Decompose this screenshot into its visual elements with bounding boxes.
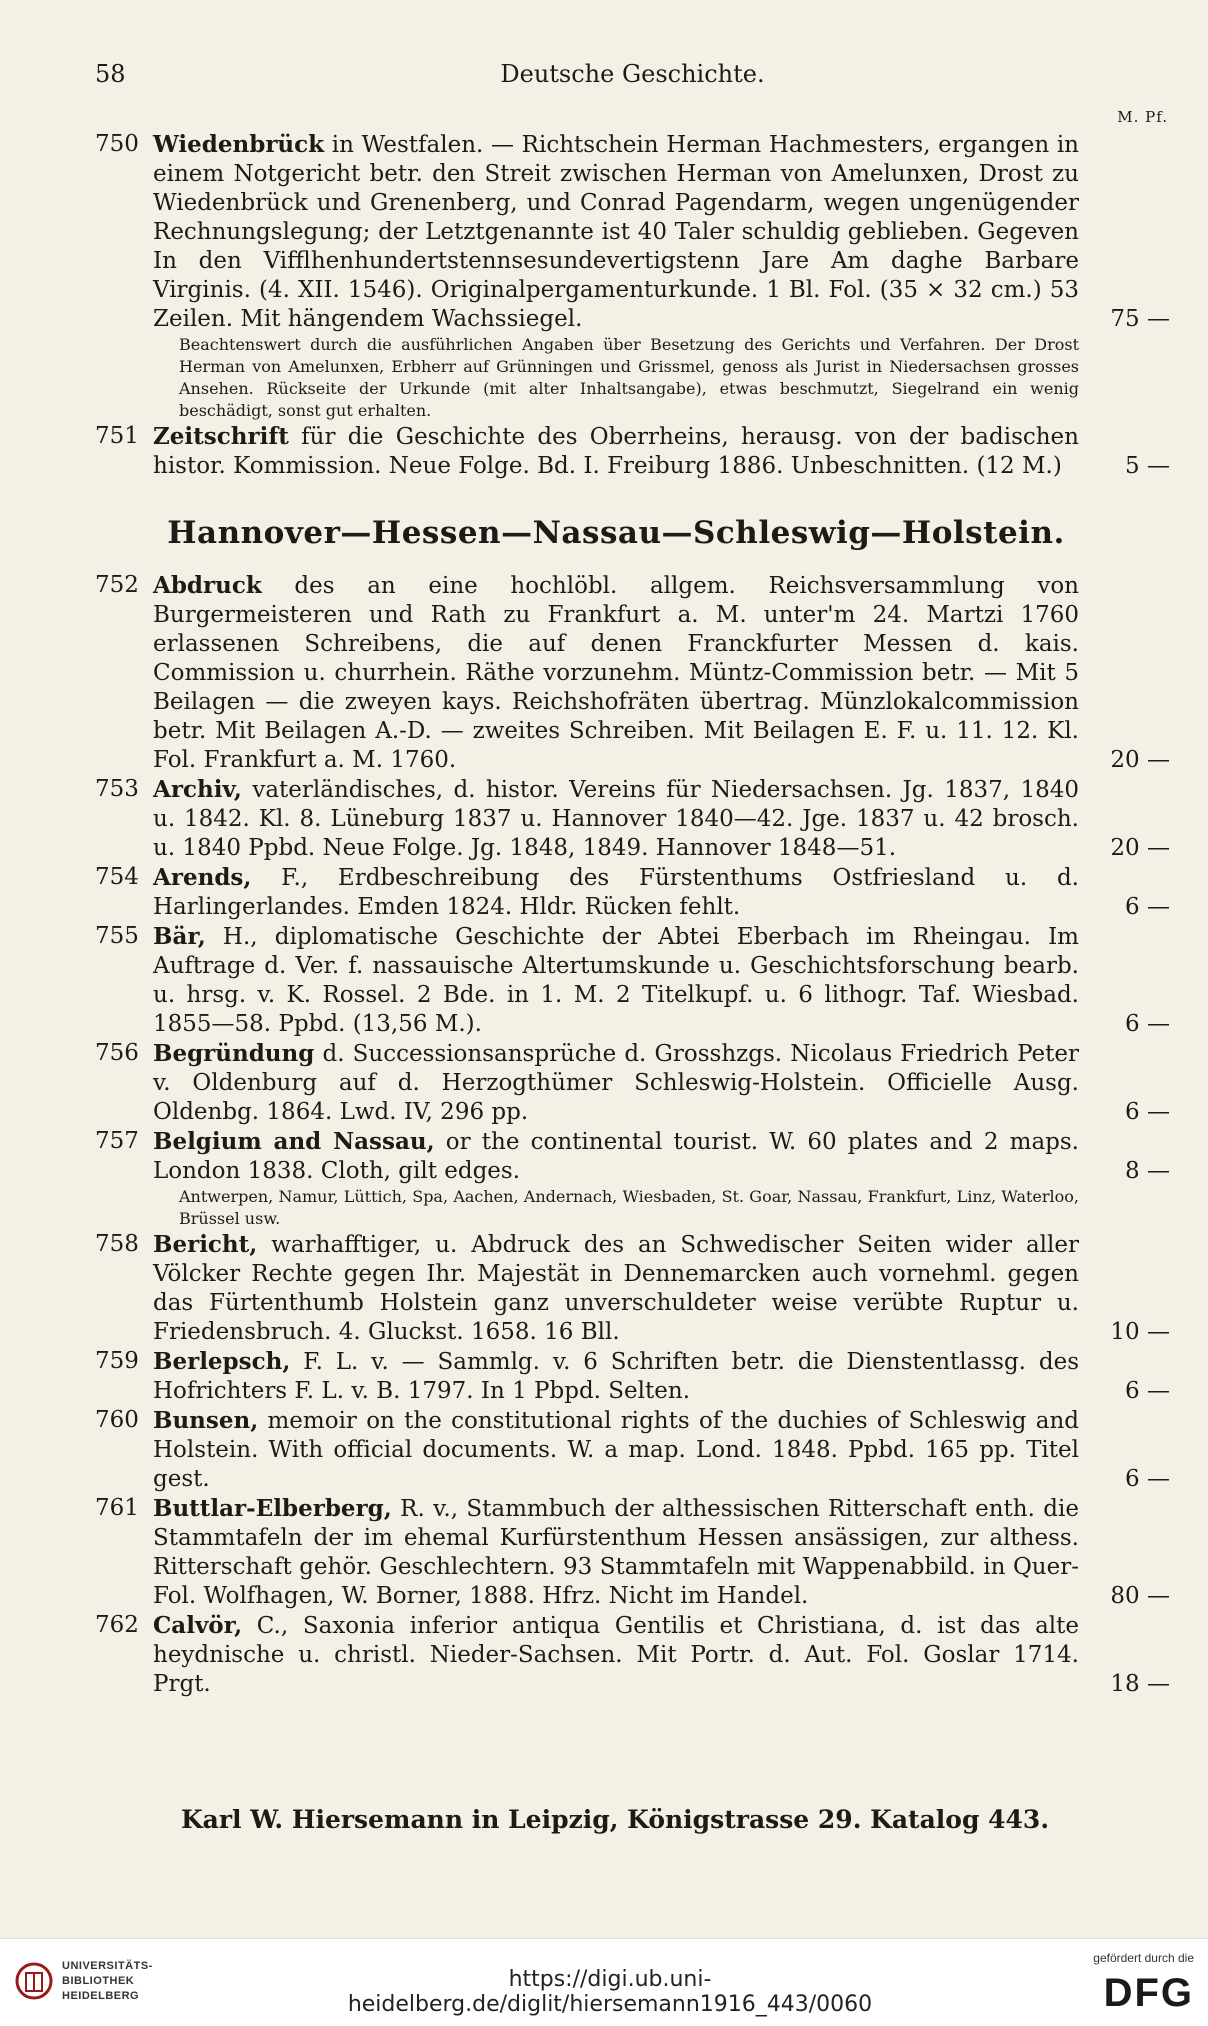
catalog-entry: [95, 1406, 1170, 1494]
entry-price: 6 —: [1125, 1378, 1170, 1404]
university-seal-icon: [14, 1961, 54, 2005]
entry-price: 80 —: [1110, 1583, 1170, 1609]
catalog-entry: [95, 1230, 1170, 1347]
entry-number: 757: [95, 1128, 139, 1154]
entry-text: F., Erdbeschreibung des Fürstenthums Ostfriesland u. d. Harlingerlandes. Emden 1824. Hldr. Rücken fehlt.: [153, 865, 1079, 920]
entry-price: 6 —: [1125, 1099, 1170, 1125]
catalog-entry: [95, 422, 1170, 481]
catalog-entry: [95, 1127, 1170, 1230]
entry-keyword: Bunsen,: [153, 1407, 259, 1434]
entry-text: des an eine hochlöbl. allgem. Reichsversammlung von Burgermeisteren und Rath zu Frankfurt a. M. unter'm 24. Martzi 1760 erlassenen Schreibens, die auf denen Franckfurter Messen d. kais. Commission u. churrhein. Räthe vorzunehm. Müntz-Commission betr. — Mit 5 Beilagen — die zweyen kays. Reichshofräten übertrag. Münzlokalcommission betr. Mit Beilagen A.-D. — zweites Schreiben. Mit Beilagen E. F. u. 11. 12. Kl. Fol. Frankfurt a. M. 1760.: [153, 573, 1079, 773]
entry-number: 760: [95, 1407, 139, 1433]
entry-keyword: Bär,: [153, 923, 206, 950]
entry-note: Antwerpen, Namur, Lüttich, Spa, Aachen, Andernach, Wiesbaden, St. Goar, Nassau, Frankfurt, Linz, Waterloo, Brüssel usw.: [179, 1187, 1079, 1228]
entry-body: [153, 1494, 1079, 1611]
library-name-line1: UNIVERSITÄTS-: [62, 1960, 153, 1972]
catalog-entry: [95, 1039, 1170, 1127]
library-name-line2: BIBLIOTHEK: [62, 1975, 135, 1987]
entry-body: [153, 863, 1079, 922]
catalog-entry: [95, 922, 1170, 1039]
entry-body: [153, 1406, 1079, 1494]
entry-keyword: Buttlar-Elberberg,: [153, 1495, 392, 1522]
entry-number: 754: [95, 864, 139, 890]
entry-text: memoir on the constitutional rights of the duchies of Schleswig and Holstein. With official documents. W. a map. Lond. 1848. Ppbd. 165 pp. Titel gest.: [153, 1408, 1079, 1492]
entry-price: 6 —: [1125, 1466, 1170, 1492]
entry-number: 750: [95, 131, 139, 157]
catalog-entry: [95, 775, 1170, 863]
entry-keyword: Wiedenbrück: [153, 131, 325, 158]
dfg-logo-icon: DFG: [1103, 1971, 1194, 2015]
entry-price: 5 —: [1125, 453, 1170, 479]
entry-text: in Westfalen. — Richtschein Herman Hachmesters, ergangen in einem Notgericht betr. den Streit zwischen Herman von Amelunxen, Drost zu Wiedenbrück und Grenenberg, und Conrad Pagendarm, wegen ungenügender Rechnungslegung; der Letztgenannte ist 40 Taler schuldig geblieben. Gegeven In den Vifflhenhundertstennsesundevertigstenn Jare Am daghe Barbare Virginis. (4. XII. 1546). Originalpergamenturkunde. 1 Bl. Fol. (35 × 32 cm.) 53 Zeilen. Mit hängendem Wachssiegel.: [153, 132, 1079, 332]
entry-list-section: [95, 571, 1170, 1699]
entry-number: 758: [95, 1231, 139, 1257]
entry-body: [153, 1230, 1079, 1347]
entry-keyword: Berlepsch,: [153, 1348, 291, 1375]
entry-body: [153, 1127, 1079, 1186]
library-name: [62, 1959, 153, 2004]
entry-text: C., Saxonia inferior antiqua Gentilis et Christiana, d. ist das alte heydnische u. christl. Nieder-Sachsen. Mit Portr. d. Aut. Fol. Goslar 1714. Prgt.: [153, 1613, 1079, 1697]
entry-body: [153, 1039, 1079, 1127]
entry-body: [153, 571, 1079, 775]
entry-text: warhafftiger, u. Abdruck des an Schwedischer Seiten wider aller Völcker Rechte gegen Ihr. Majestät in Dennemarcken auch vornehml. gegen das Fürtenthumb Holstein ganz unverschuldeter weise verübte Ruptur u. Friedensbruch. 4. Gluckst. 1658. 16 Bll.: [153, 1232, 1079, 1345]
entry-price: 75 —: [1110, 306, 1170, 332]
entry-keyword: Arends,: [153, 864, 252, 891]
entry-text: or the continental tourist. W. 60 plates and 2 maps. London 1838. Cloth, gilt edges.: [153, 1129, 1079, 1184]
price-column-heading: M. Pf.: [1117, 108, 1168, 126]
entry-body: [153, 775, 1079, 863]
entry-number: 761: [95, 1495, 139, 1521]
entry-body: [153, 130, 1079, 334]
entry-body: [153, 1611, 1079, 1699]
catalog-entry: [95, 1347, 1170, 1406]
catalog-entry: [95, 1611, 1170, 1699]
catalog-entry: [95, 863, 1170, 922]
entry-number: 755: [95, 923, 139, 949]
entry-text: F. L. v. — Sammlg. v. 6 Schriften betr. die Dienstentlassg. des Hofrichters F. L. v. B. 1797. In 1 Pbpd. Selten.: [153, 1349, 1079, 1404]
sponsor-caption: gefördert durch die: [1093, 1951, 1194, 1965]
entry-number: 756: [95, 1040, 139, 1066]
entry-body: [153, 422, 1079, 481]
entry-keyword: Archiv,: [153, 776, 242, 803]
entry-keyword: Abdruck: [153, 572, 262, 599]
entry-price: 10 —: [1110, 1319, 1170, 1345]
catalog-content: [95, 130, 1170, 1699]
entry-price: 20 —: [1110, 835, 1170, 861]
entry-body: [153, 922, 1079, 1039]
entry-number: 759: [95, 1348, 139, 1374]
entry-price: 6 —: [1125, 1011, 1170, 1037]
catalog-entry: [95, 571, 1170, 775]
entry-price: 8 —: [1125, 1158, 1170, 1184]
entry-number: 762: [95, 1612, 139, 1638]
entry-number: 753: [95, 776, 139, 802]
catalog-entry: [95, 1494, 1170, 1611]
entry-keyword: Begründung: [153, 1040, 315, 1067]
entry-keyword: Bericht,: [153, 1231, 258, 1258]
entry-price: 20 —: [1110, 747, 1170, 773]
library-name-line3: HEIDELBERG: [62, 1990, 140, 2002]
entry-number: 752: [95, 572, 139, 598]
entry-keyword: Belgium and Nassau,: [153, 1128, 435, 1155]
entry-text: H., diplomatische Geschichte der Abtei Eberbach im Rheingau. Im Auftrage d. Ver. f. nassauische Altertumskunde u. Geschichtsforschung bearb. u. hrsg. v. K. Rossel. 2 Bde. in 1. M. 2 Titelkupf. u. 6 lithogr. Taf. Wiesbad. 1855—58. Ppbd. (13,56 M.).: [153, 924, 1079, 1037]
page-title: Deutsche Geschichte.: [500, 60, 765, 88]
section-heading: Hannover—Hessen—Nassau—Schleswig—Holstein.: [167, 515, 1065, 551]
entry-keyword: Zeitschrift: [153, 423, 289, 450]
entry-note: Beachtenswert durch die ausführlichen Angaben über Besetzung des Gerichts und Verfahren. Der Drost Herman von Amelunxen, Erbherr auf Grünningen und Grissmel, genoss als Jurist in Niedersachsen grosses Ansehen. Rückseite der Urkunde (mit alter Inhaltsangabe), etwas beschmutzt, Siegelrand ein wenig beschädigt, sonst gut erhalten.: [179, 335, 1079, 420]
entry-list-pre-section: [95, 130, 1170, 481]
entry-body: [153, 1347, 1079, 1406]
permalink-link[interactable]: https://digi.ub.uni-heidelberg.de/diglit/hiersemann1916_443/0060: [347, 1967, 873, 2017]
entry-text: d. Successionsansprüche d. Grosshzgs. Nicolaus Friedrich Peter v. Oldenburg auf d. Herzogthümer Schleswig-Holstein. Officielle Ausg. Oldenbg. 1864. Lwd. IV, 296 pp.: [153, 1041, 1079, 1125]
entry-price: 6 —: [1125, 894, 1170, 920]
entry-text: für die Geschichte des Oberrheins, herausg. von der badischen histor. Kommission. Neue Folge. Bd. I. Freiburg 1886. Unbeschnitten. (12 M.): [153, 424, 1079, 479]
viewer-bottom-bar: [0, 1938, 1208, 2026]
page-number: 58: [95, 60, 126, 88]
publisher-footer: Karl W. Hiersemann in Leipzig, Königstrasse 29. Katalog 443.: [180, 1805, 1050, 1834]
entry-keyword: Calvör,: [153, 1612, 243, 1639]
catalog-entry: [95, 130, 1170, 422]
entry-text: vaterländisches, d. histor. Vereins für Niedersachsen. Jg. 1837, 1840 u. 1842. Kl. 8. Lüneburg 1837 u. Hannover 1840—42. Jge. 1837 u. 42 brosch. u. 1840 Ppbd. Neue Folge. Jg. 1848, 1849. Hannover 1848—51.: [153, 777, 1079, 861]
entry-price: 18 —: [1110, 1671, 1170, 1697]
entry-number: 751: [95, 423, 139, 449]
entry-text: R. v., Stammbuch der althessischen Ritterschaft enth. die Stammtafeln der im ehemal Kurfürstenthum Hessen ansässigen, zur althess. Ritterschaft gehör. Geschlechtern. 93 Stammtafeln mit Wappenabbild. in Quer-Fol. Wolfhagen, W. Borner, 1888. Hfrz. Nicht im Handel.: [153, 1496, 1079, 1609]
